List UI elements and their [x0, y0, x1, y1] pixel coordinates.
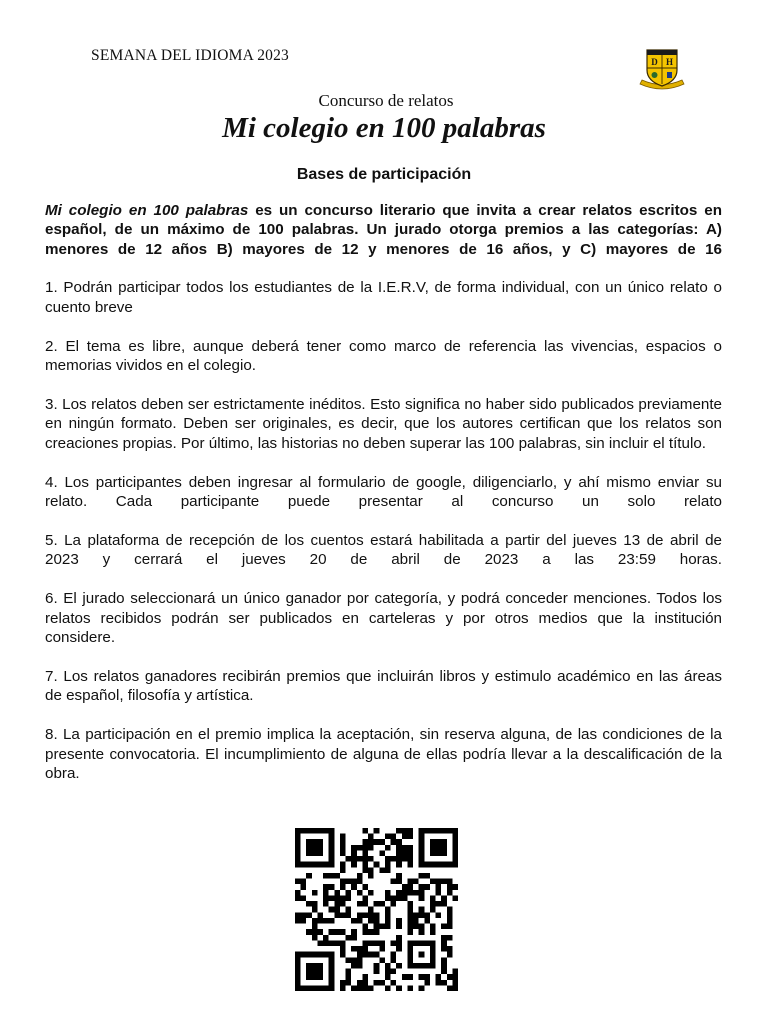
section-title: Bases de participación [296, 166, 472, 183]
rule-6: 6. El jurado seleccionará un único ganador por categoría, y podrá conceder menciones. Todos los relatos recibidos podrán ser publicados en carteleras y por otros medios que la institución considere. [45, 590, 722, 646]
rule-8: 8. La participación en el premio implica la aceptación, sin reserva alguna, de las condiciones de la presente convocatoria. El incumplimiento de alguna de ellas podría llevar a la descalificación de la obra. [45, 726, 722, 783]
crest-letter-h: H [665, 57, 674, 67]
intro-italic-title: Mi colegio en 100 palabras [45, 202, 249, 219]
intro-paragraph [45, 201, 722, 259]
contest-subtitle: Concurso de relatos [318, 91, 454, 110]
rule-7: 7. Los relatos ganadores recibirán premios que incluirán libros y estimulo académico en las áreas de español, filosofía y artística. [45, 667, 722, 705]
crest-letter-d: D [651, 57, 658, 67]
intro-text: es un concurso literario que invita a crear relatos escritos en español, de un máximo de 100 palabras. Un jurado otorga premios a las categorías: A) menores de 12 años B) mayores de 12 y menores de 16 años, y C) mayores de 16 [45, 202, 722, 258]
document-body [45, 201, 722, 803]
rule-4: 4. Los participantes deben ingresar al formulario de google, diligenciarlo, y ahí mismo enviar su relato. Cada participante puede presentar al concurso un solo relato [45, 473, 722, 510]
rule-2: 2. El tema es libre, aunque deberá tener como marco de referencia las vivencias, espacios o memorias vividos en el colegio. [45, 337, 722, 374]
event-header: SEMANA DEL IDIOMA 2023 [91, 47, 290, 64]
school-crest-icon [636, 44, 688, 92]
rule-1: 1. Podrán participar todos los estudiantes de la I.E.R.V, de forma individual, con un único relato o cuento breve [45, 279, 722, 316]
qr-code-icon[interactable] [295, 828, 458, 991]
rule-3: 3. Los relatos deben ser estrictamente inéditos. Esto significa no haber sido publicados previamente en ningún formato. Deben ser originales, es decir, que los autores certifican que los relatos son creaciones propias. Por último, las historias no deben superar las 100 palabras, sin incluir el título. [45, 395, 722, 452]
page-title: Mi colegio en 100 palabras [222, 112, 546, 144]
rule-5: 5. La plataforma de recepción de los cuentos estará habilitada a partir del jueves 13 de abril de 2023 y cerrará el jueves 20 de abril de 2023 a las 23:59 horas. [45, 531, 722, 569]
